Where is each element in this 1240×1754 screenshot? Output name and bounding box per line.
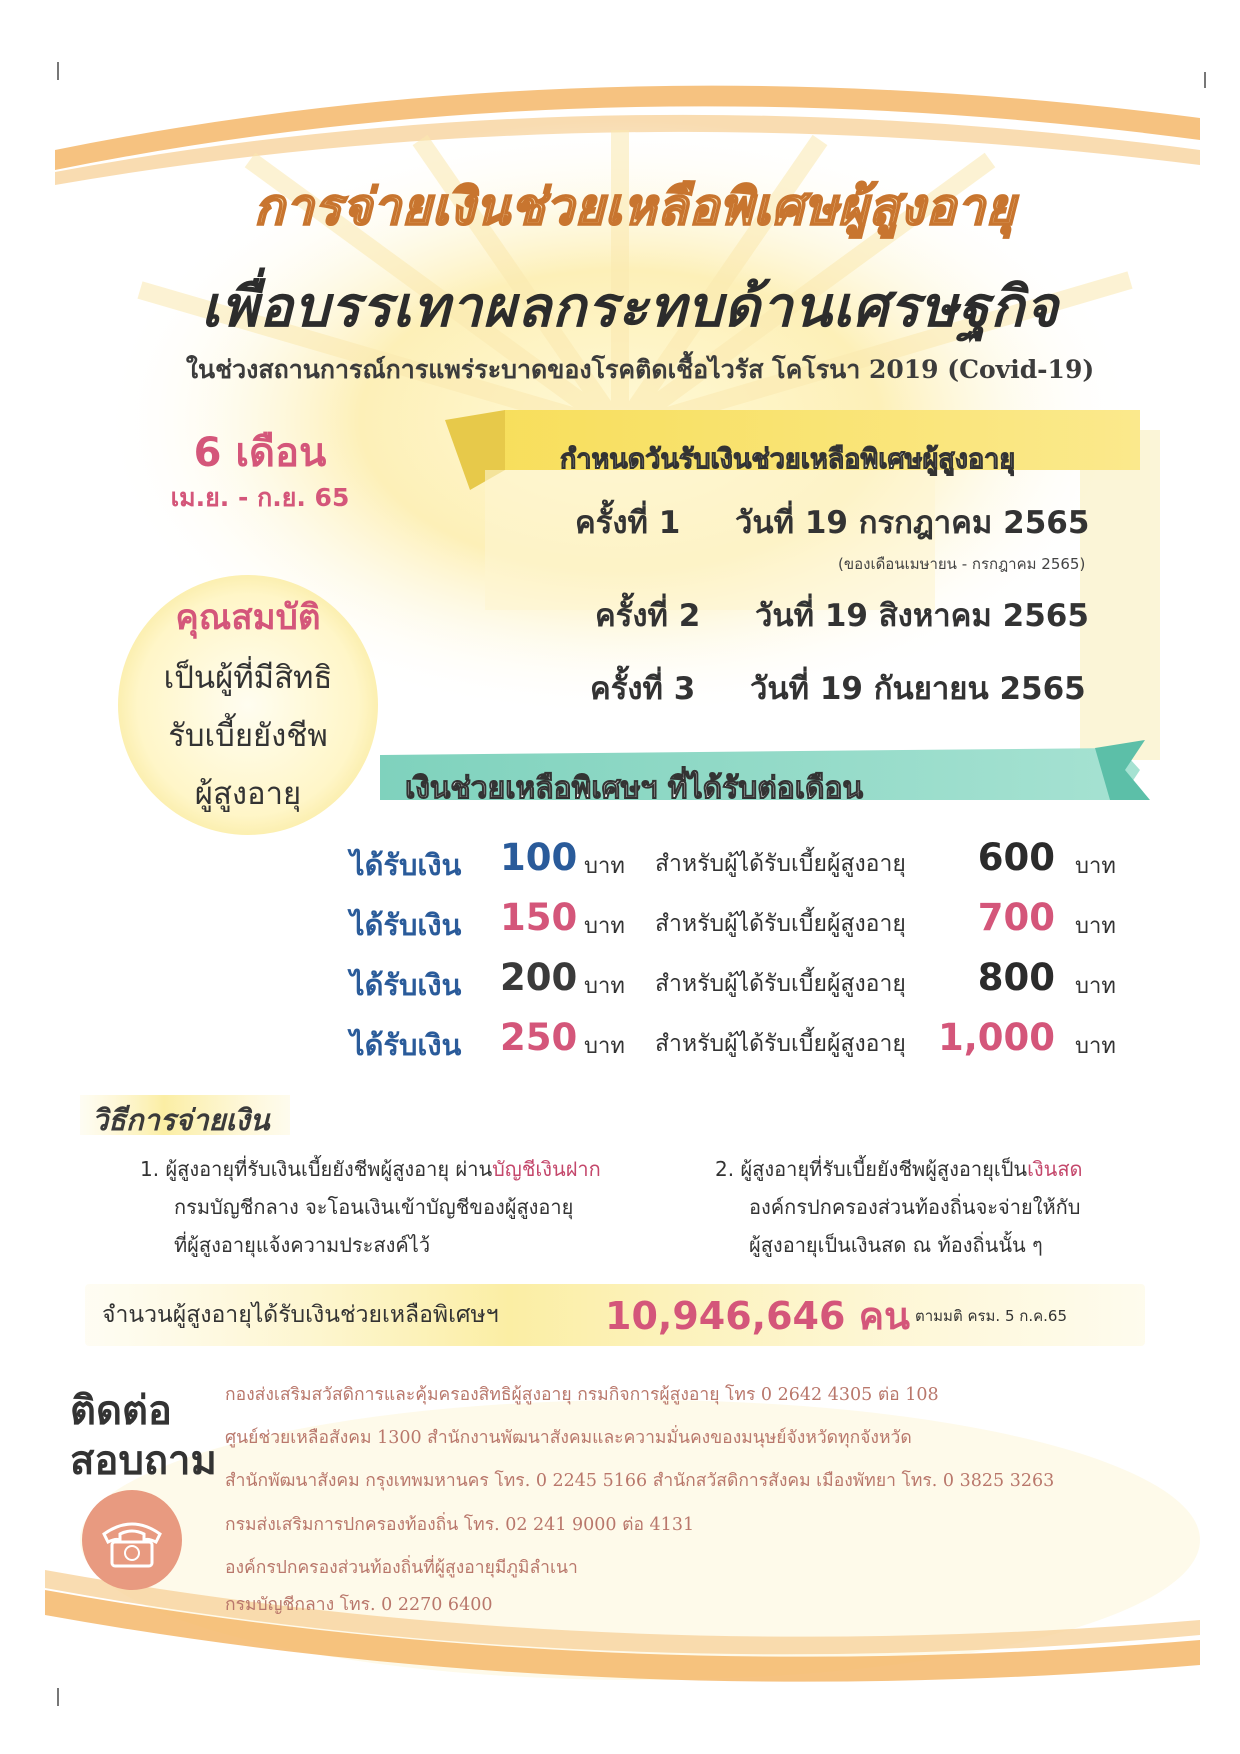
qualification-title: คุณสมบัติ [175,598,321,638]
rate-row-3-label: ได้รับเงิน [350,968,462,1002]
payment-method-title: วิธีการจ่ายเงิน [92,1103,270,1137]
rate-row-1-total-unit: บาท [1075,854,1116,879]
contact-line-2: ศูนย์ช่วยเหลือสังคม 1300 สำนักงานพัฒนาสังคมและความมั่นคงของมนุษย์จังหวัดทุกจังหวัด [225,1428,912,1448]
contact-title-line2: สอบถาม [70,1438,217,1484]
rate-row-4-desc: สำหรับผู้ได้รับเบี้ยผู้สูงอายุ [655,1031,906,1057]
rate-row-1-unit: บาท [584,854,625,879]
rate-row-3-total-unit: บาท [1075,974,1116,999]
rate-row-1-label: ได้รับเงิน [350,848,462,882]
round-2-date: วันที่ 19 สิงหาคม 2565 [755,598,1089,634]
recipient-count-value: 10,946,646 คน [605,1294,911,1338]
method-1-line1: 1. ผู้สูงอายุที่รับเงินเบี้ยยังชีพผู้สูงอายุ ผ่าน [140,1157,493,1181]
method-1-highlight: บัญชีเงินฝาก [492,1157,601,1181]
main-title-line1: การจ่ายเงินช่วยเหลือพิเศษผู้สูงอายุ [254,178,1016,236]
contact-line-6: กรมบัญชีกลาง โทร. 0 2270 6400 [225,1595,493,1615]
rate-row-2-desc: สำหรับผู้ได้รับเบี้ยผู้สูงอายุ [655,911,906,937]
round-2-label: ครั้งที่ 2 [595,598,701,634]
schedule-title: กำหนดวันรับเงินช่วยเหลือพิเศษผู้สูงอายุ [560,444,1016,475]
method-2-highlight: เงินสด [1027,1157,1083,1181]
rate-row-1-total: 600 [977,836,1055,879]
rate-row-4-total-unit: บาท [1075,1034,1116,1059]
payment-method-1 [140,1150,601,1264]
rate-row-1-amount: 100 [500,836,578,879]
main-title-line2: เพื่อบรรเทาผลกระทบด้านเศรษฐกิจ [201,275,1059,340]
subtitle: ในช่วงสถานการณ์การแพร่ระบาดของโรคติดเชื้อไวรัส โคโรนา 2019 (Covid-19) [185,355,1095,384]
round-1-date: วันที่ 19 กรกฎาคม 2565 [735,505,1090,541]
round-1-note: (ของเดือนเมษายน - กรกฎาคม 2565) [838,555,1086,573]
rate-row-4-unit: บาท [584,1034,625,1059]
contact-line-4: กรมส่งเสริมการปกครองท้องถิ่น โทร. 02 241 9000 ต่อ 4131 [225,1515,695,1535]
rate-row-4-amount: 250 [500,1016,578,1059]
rate-row-4-label: ได้รับเงิน [350,1028,462,1062]
period-range: เม.ย. - ก.ย. 65 [170,483,350,512]
payment-method-2 [715,1150,1083,1264]
qualification-line-3: ผู้สูงอายุ [194,776,302,812]
rate-row-2-amount: 150 [500,896,578,939]
rate-row-1-desc: สำหรับผู้ได้รับเบี้ยผู้สูงอายุ [655,851,906,877]
contact-line-5: องค์กรปกครองส่วนท้องถิ่นที่ผู้สูงอายุมีภูมิลำเนา [225,1558,578,1578]
method-1-line2: กรมบัญชีกลาง จะโอนเงินเข้าบัญชีของผู้สูงอายุ [174,1195,574,1219]
rate-row-4-total: 1,000 [937,1016,1055,1059]
rate-row-2-total-unit: บาท [1075,914,1116,939]
round-3-date: วันที่ 19 กันยายน 2565 [750,671,1086,707]
rate-row-3-total: 800 [977,956,1055,999]
method-2-line1: 2. ผู้สูงอายุที่รับเบี้ยยังชีพผู้สูงอายุเป็น [715,1157,1028,1181]
qualification-line-2: รับเบี้ยยังชีพ [168,718,328,754]
recipient-count-note: ตามมติ ครม. 5 ก.ค.65 [915,1307,1068,1325]
rates-title: เงินช่วยเหลือพิเศษฯ ที่ได้รับต่อเดือน [405,771,864,806]
recipient-count-label: จำนวนผู้สูงอายุได้รับเงินช่วยเหลือพิเศษฯ [102,1302,499,1328]
method-2-line2: องค์กรปกครองส่วนท้องถิ่นจะจ่ายให้กับ [749,1195,1081,1219]
round-3-label: ครั้งที่ 3 [590,671,696,707]
telephone-icon [82,1490,182,1590]
rate-row-3-desc: สำหรับผู้ได้รับเบี้ยผู้สูงอายุ [655,971,906,997]
rate-row-2-label: ได้รับเงิน [350,908,462,942]
qualification-line-1: เป็นผู้ที่มีสิทธิ [163,660,333,696]
period-months: 6 เดือน [193,430,327,476]
method-2-line3: ผู้สูงอายุเป็นเงินสด ณ ท้องถิ่นนั้น ๆ [749,1233,1043,1257]
contact-line-3: สำนักพัฒนาสังคม กรุงเทพมหานคร โทร. 0 2245 5166 สำนักสวัสดิการสังคม เมืองพัทยา โทร. 0 3825 3263 [225,1471,1055,1491]
rate-row-2-total: 700 [977,896,1055,939]
method-1-line3: ที่ผู้สูงอายุแจ้งความประสงค์ไว้ [174,1233,431,1257]
contact-title-line1: ติดต่อ [70,1388,172,1434]
rate-row-3-amount: 200 [500,956,578,999]
rate-row-2-unit: บาท [584,914,625,939]
rate-row-3-unit: บาท [584,974,625,999]
round-1-label: ครั้งที่ 1 [575,505,681,541]
contact-line-1: กองส่งเสริมสวัสดิการและคุ้มครองสิทธิผู้สูงอายุ กรมกิจการผู้สูงอายุ โทร 0 2642 4305 ต่อ 108 [225,1385,939,1405]
